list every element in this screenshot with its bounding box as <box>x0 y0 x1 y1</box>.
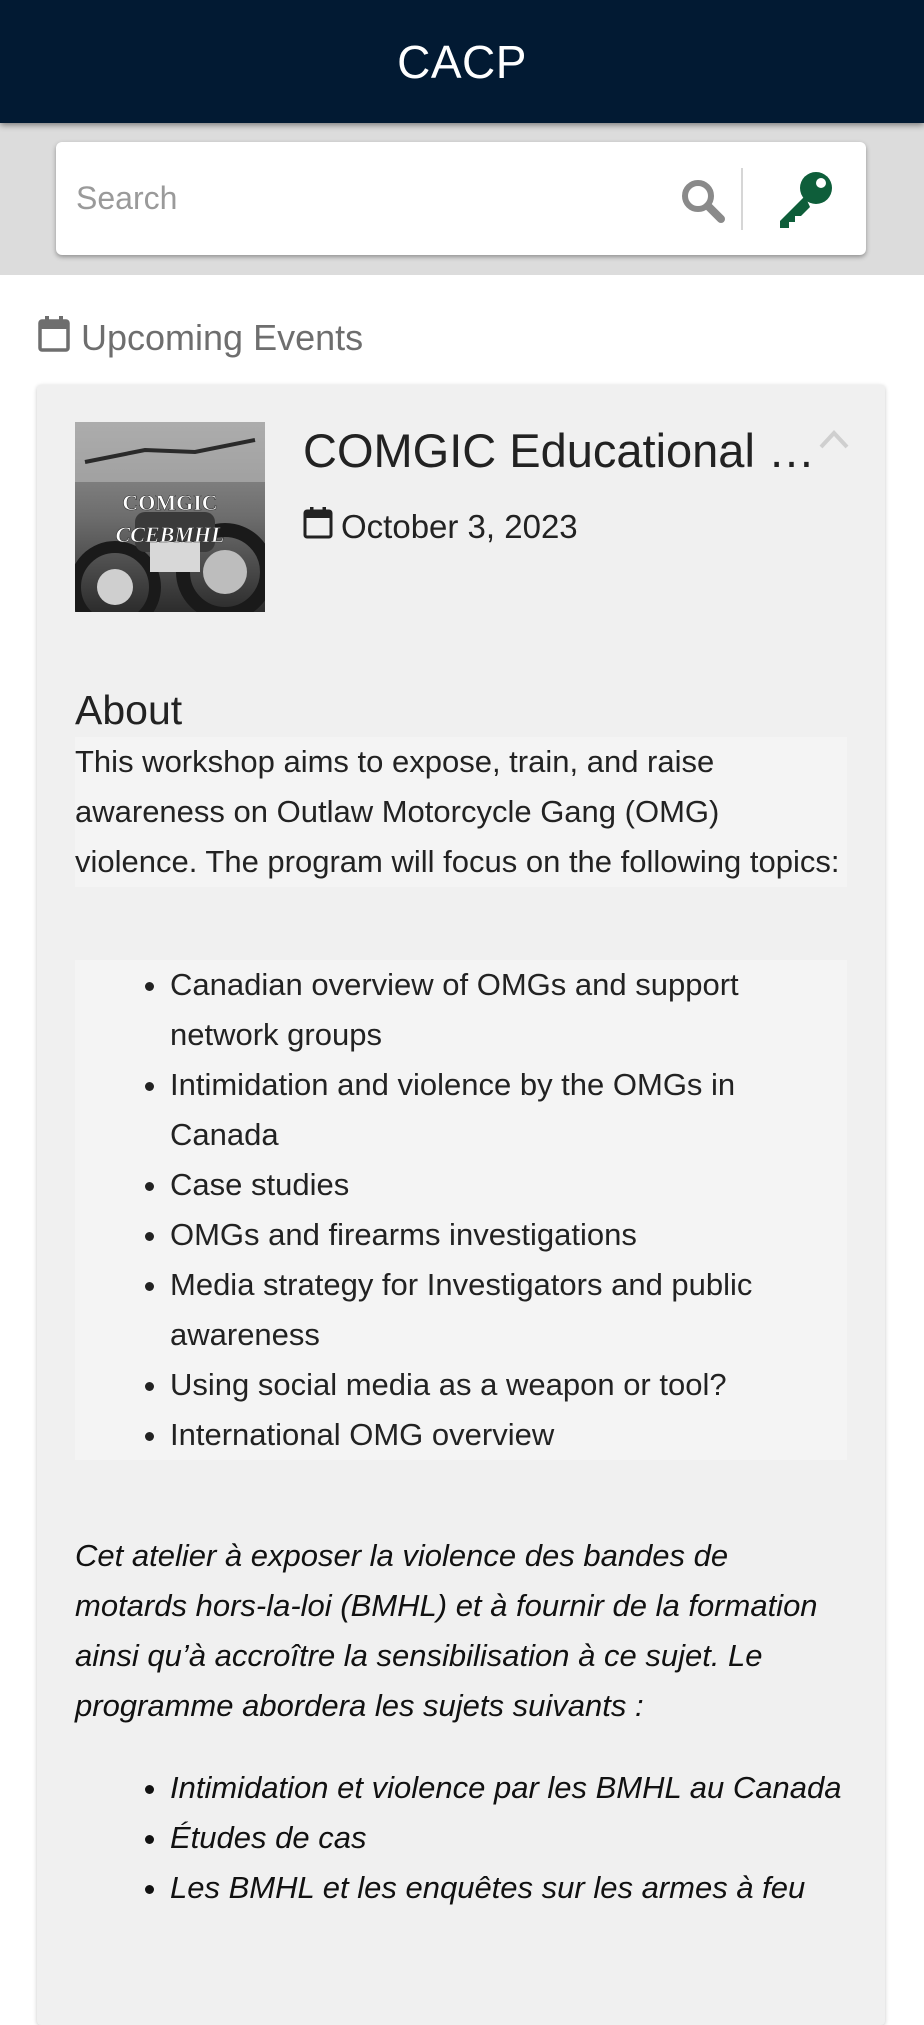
search-divider <box>741 168 743 230</box>
app-title: CACP <box>397 35 527 88</box>
event-date <box>303 506 578 548</box>
event-date-text: October 3, 2023 <box>341 508 578 545</box>
search-input[interactable] <box>76 172 696 224</box>
app-header <box>0 0 924 123</box>
topics-list <box>75 960 847 1460</box>
list-item: • Using social media as a weapon or tool? <box>170 1360 847 1410</box>
list-item: • Canadian overview of OMGs and support network groups <box>170 960 847 1060</box>
french-topics-list <box>75 1763 847 1913</box>
thumbnail-text-line2: CCEBMHL <box>115 522 225 547</box>
list-item: • Intimidation et violence par les BMHL au Canada <box>170 1763 847 1813</box>
about-text: This workshop aims to expose, train, and raise awareness on Outlaw Motorcycle Gang (OMG) violence. The program will focus on the following topics: <box>75 737 847 887</box>
chevron-up-icon[interactable] <box>817 427 851 451</box>
event-card[interactable] <box>37 385 885 2025</box>
search-box <box>56 142 866 255</box>
section-heading-label: Upcoming Events <box>81 317 364 358</box>
list-item: • International OMG overview <box>170 1410 847 1460</box>
calendar-icon <box>37 315 81 362</box>
calendar-icon <box>303 506 341 548</box>
search-icon[interactable] <box>678 176 726 224</box>
list-item: • Media strategy for Investigators and public awareness <box>170 1260 847 1360</box>
list-item: • Les BMHL et les enquêtes sur les armes à feu <box>170 1863 847 1913</box>
list-item: • Intimidation and violence by the OMGs in Canada <box>170 1060 847 1160</box>
list-item: • Case studies <box>170 1160 847 1210</box>
event-thumbnail <box>75 422 265 612</box>
section-heading <box>37 313 363 363</box>
list-item: • Études de cas <box>170 1813 847 1863</box>
french-description: Cet atelier à exposer la violence des bandes de motards hors-la-loi (BMHL) et à fournir de la formation ainsi qu’à accroître la sensibilisation à ce sujet. Le programme abordera les sujets suivants : <box>75 1538 818 1723</box>
search-bar-area <box>0 123 924 275</box>
key-icon[interactable] <box>774 168 836 230</box>
list-item: • OMGs and firearms investigations <box>170 1210 847 1260</box>
about-heading: About <box>75 687 183 733</box>
event-title[interactable]: COMGIC Educational … <box>303 424 815 477</box>
thumbnail-text-line1: COMGIC <box>122 490 218 515</box>
